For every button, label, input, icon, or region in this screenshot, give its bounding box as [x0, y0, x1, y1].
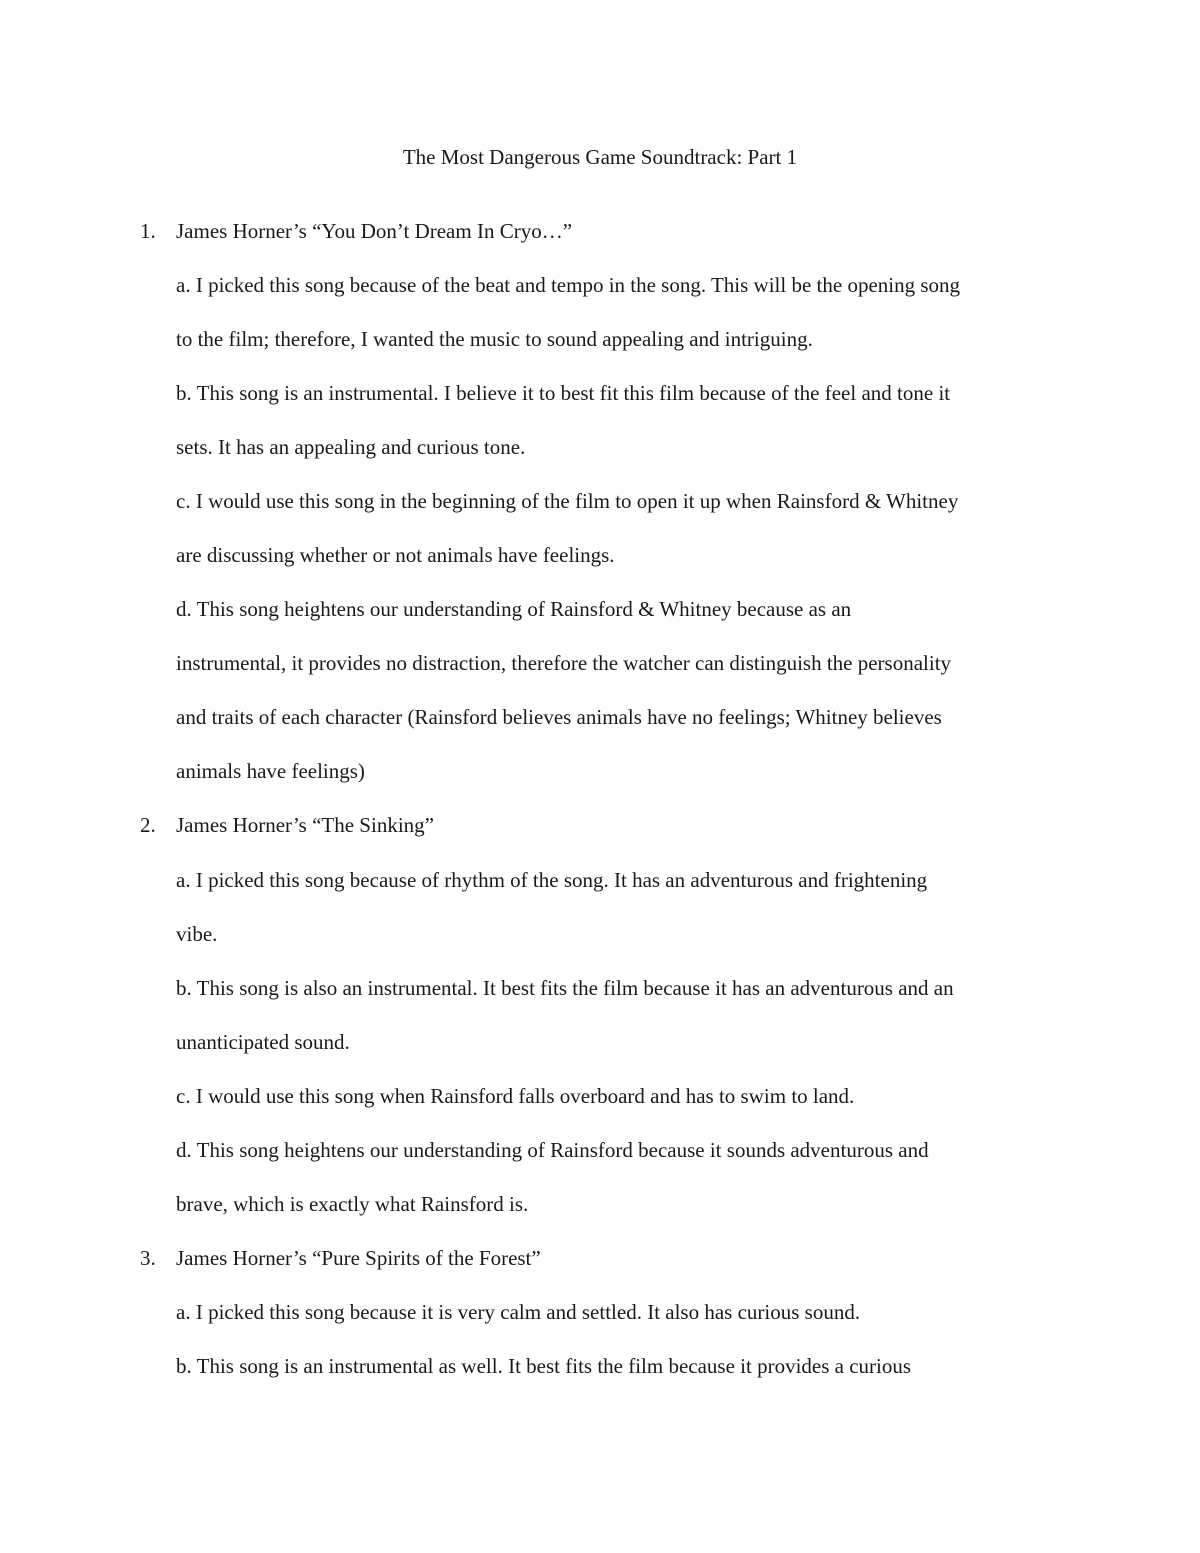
list-item-heading: James Horner’s “Pure Spirits of the Forest”: [176, 1246, 541, 1270]
paragraph-line: and traits of each character (Rainsford believes animals have no feelings; Whitney believes: [176, 705, 942, 729]
paragraph-line: b. This song is also an instrumental. It best fits the film because it has an adventurous and an: [176, 976, 954, 1000]
paragraph-line: b. This song is an instrumental as well. It best fits the film because it provides a curious: [176, 1354, 912, 1378]
paragraph-line: d. This song heightens our understanding of Rainsford & Whitney because as an: [176, 597, 852, 621]
paragraph-line: brave, which is exactly what Rainsford is.: [176, 1192, 529, 1216]
paragraph-line: to the film; therefore, I wanted the music to sound appealing and intriguing.: [176, 327, 813, 351]
paragraph-line: instrumental, it provides no distraction, therefore the watcher can distinguish the personality: [176, 651, 952, 675]
paragraph-line: a. I picked this song because of the beat and tempo in the song. This will be the opening song: [176, 273, 961, 297]
document-title: The Most Dangerous Game Soundtrack: Part 1: [402, 145, 798, 169]
paragraph-line: sets. It has an appealing and curious tone.: [176, 435, 526, 459]
paragraph-line: animals have feelings): [176, 759, 365, 783]
list-item-heading: James Horner’s “You Don’t Dream In Cryo…”: [176, 219, 573, 243]
paragraph-line: d. This song heightens our understanding of Rainsford because it sounds adventurous and: [176, 1138, 929, 1162]
paragraph-line: vibe.: [176, 922, 218, 946]
paragraph-line: unanticipated sound.: [176, 1030, 350, 1054]
paragraph-line: a. I picked this song because of rhythm of the song. It has an adventurous and frightening: [176, 868, 928, 892]
list-item-heading: James Horner’s “The Sinking”: [176, 813, 434, 837]
list-number: 3.: [140, 1246, 156, 1270]
list-number: 2.: [140, 813, 156, 837]
paragraph-line: c. I would use this song in the beginning of the film to open it up when Rainsford & Whitney: [176, 489, 959, 513]
list-number: 1.: [140, 219, 156, 243]
paragraph-line: are discussing whether or not animals have feelings.: [176, 543, 615, 567]
paragraph-line: a. I picked this song because it is very calm and settled. It also has curious sound.: [176, 1300, 861, 1324]
paragraph-line: b. This song is an instrumental. I believe it to best fit this film because of the feel and tone it: [176, 381, 951, 405]
paragraph-line: c. I would use this song when Rainsford falls overboard and has to swim to land.: [176, 1084, 855, 1108]
